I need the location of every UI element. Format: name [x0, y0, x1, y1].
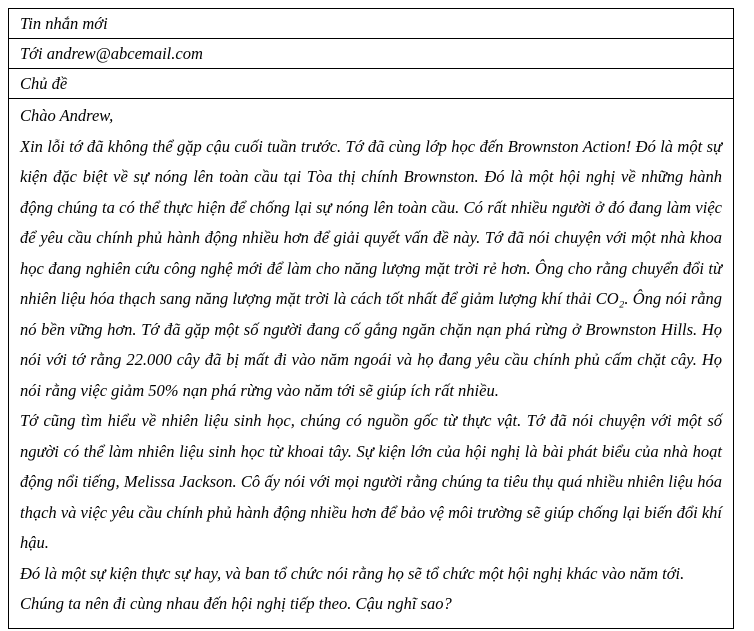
- body-paragraph-2: Tớ cũng tìm hiểu về nhiên liệu sinh học, chúng có nguồn gốc từ thực vật. Tớ đã nói chuyện với một số người có thể làm nhiên liệu sinh học từ khoai tây. Sự kiện lớn của hội nghị là bài phát biểu của nhà hoạt động nổi tiếng, Melissa Jackson. Cô ấy nói với mọi người rằng chúng ta tiêu thụ quá nhiều nhiên liệu hóa thạch và việc yêu cầu chính phủ hành động nhiều hơn để bảo vệ môi trường sẽ giúp chống lại biến đổi khí hậu.: [20, 411, 722, 552]
- to-field[interactable]: [9, 39, 734, 69]
- subject-row: [9, 69, 734, 99]
- to-label: Tới: [20, 43, 43, 63]
- email-template-table: [8, 8, 734, 629]
- body-row: [9, 99, 734, 629]
- body-paragraph-3: Đó là một sự kiện thực sự hay, và ban tổ chức nói rằng họ sẽ tổ chức một hội nghị khác vào năm tới. Chúng ta nên đi cùng nhau đến hội nghị tiếp theo. Cậu nghĩ sao?: [20, 563, 685, 613]
- to-row: [9, 39, 734, 69]
- message-body-field[interactable]: [9, 99, 734, 629]
- subject-field[interactable]: [9, 69, 734, 99]
- body-paragraph-1: Xin lỗi tớ đã không thể gặp cậu cuối tuần trước. Tớ đã cùng lớp học đến Brownston Action! Đó là một sự kiện đặc biệt về sự nóng lên toàn cầu tại Tòa thị chính Brownston. Đó là một hội nghị về những hành động chúng ta có thể thực hiện để chống lại sự nóng lên toàn cầu. Có rất nhiều người ở đó đang làm việc để yêu cầu chính phủ hành động nhiều hơn để giải quyết vấn đề này. Tớ đã nói chuyện với một nhà khoa học đang nghiên cứu công nghệ mới để làm cho năng lượng mặt trời rẻ hơn. Ông cho rằng chuyển đổi từ nhiên liệu hóa thạch sang năng lượng mặt trời là cách tốt nhất để giảm lượng khí thải CO₂. Ông nói rằng nó bền vững hơn. Tớ đã gặp một số người đang cố gắng ngăn chặn nạn phá rừng ở Brownston Hills. Họ nói với tớ rằng 22.000 cây đã bị mất đi vào năm ngoái và họ đang yêu cầu chính phủ cấm chặt cây. Họ nói rằng việc giảm 50% nạn phá rừng vào năm tới sẽ giúp ích rất nhiều.: [20, 136, 722, 400]
- to-value: andrew@abcemail.com: [46, 43, 203, 63]
- new-message-row: [9, 9, 734, 39]
- new-message-label: Tin nhắn mới: [20, 13, 108, 33]
- new-message-cell: [9, 9, 734, 39]
- body-paragraph-greeting: Chào Andrew,: [20, 106, 114, 125]
- subject-label: Chủ đề: [20, 73, 68, 93]
